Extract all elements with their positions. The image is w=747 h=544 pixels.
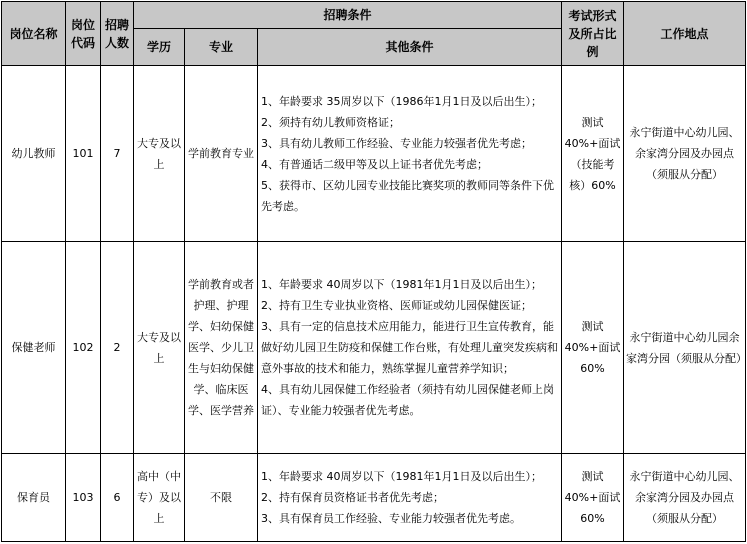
- header-location: 工作地点: [624, 2, 746, 66]
- condition-line: 3、具有幼儿教师工作经验、专业能力较强者优先考虑；: [261, 136, 532, 150]
- cell-major: 学前教育或者护理、护理学、妇幼保健医学、少儿卫生与妇幼保健学、临床医学、医学营养: [185, 242, 258, 454]
- cell-position-name: 保育员: [2, 454, 66, 542]
- condition-line: 5、获得市、区幼儿园专业技能比赛奖项的教师同等条件下优先考虑。: [261, 178, 554, 213]
- condition-line: 2、持有保育员资格证书者优先考虑；: [261, 491, 444, 504]
- header-headcount: 招聘人数: [101, 2, 134, 66]
- cell-headcount: 7: [101, 66, 134, 242]
- condition-line: 4、有普通话二级甲等及以上证书者优先考虑；: [261, 157, 488, 171]
- cell-other-conditions: [258, 66, 562, 242]
- condition-line: 3、具有保育员工作经验、专业能力较强者优先考虑。: [261, 512, 521, 525]
- header-position-code: 岗位代码: [66, 2, 101, 66]
- cell-headcount: 6: [101, 454, 134, 542]
- cell-other-conditions: [258, 242, 562, 454]
- cell-education: 高中（中专）及以上: [134, 454, 185, 542]
- cell-location: 永宁街道中心幼儿园余家湾分园（须服从分配）: [624, 242, 746, 454]
- header-exam: 考试形式及所占比例: [562, 2, 624, 66]
- cell-position-code: 102: [66, 242, 101, 454]
- cell-major: 学前教育专业: [185, 66, 258, 242]
- condition-line: 2、须持有幼儿教师资格证；: [261, 115, 400, 129]
- cell-education: 大专及以上: [134, 66, 185, 242]
- recruitment-table: [1, 1, 746, 542]
- header-conditions: 招聘条件: [134, 2, 562, 29]
- table-row: [2, 66, 746, 242]
- condition-line: 3、具有一定的信息技术应用能力，能进行卫生宣传教育，能做好幼儿园卫生防疫和保健工作台账，有处理儿童突发疾病和意外事故的技术和能力，熟练掌握儿童营养学知识；: [261, 320, 558, 375]
- cell-exam: 测试 40%+面试 60%: [562, 242, 624, 454]
- cell-position-code: 101: [66, 66, 101, 242]
- cell-location: 永宁街道中心幼儿园、余家湾分园及办园点（须服从分配）: [624, 454, 746, 542]
- cell-position-name: 保健老师: [2, 242, 66, 454]
- header-other: 其他条件: [258, 29, 562, 66]
- header-major: 专业: [185, 29, 258, 66]
- header-education: 学历: [134, 29, 185, 66]
- cell-location: 永宁街道中心幼儿园、余家湾分园及办园点（须服从分配）: [624, 66, 746, 242]
- condition-line: 2、持有卫生专业执业资格、医师证或幼儿园保健医证；: [261, 299, 532, 312]
- cell-education: 大专及以上: [134, 242, 185, 454]
- condition-line: 1、年龄要求 40周岁以下（1981年1月1日及以后出生）；: [261, 470, 542, 483]
- table-row: [2, 242, 746, 454]
- cell-position-name: 幼儿教师: [2, 66, 66, 242]
- cell-exam: 测试 40%+面试 60%: [562, 454, 624, 542]
- table-row: [2, 454, 746, 542]
- cell-other-conditions: [258, 454, 562, 542]
- cell-headcount: 2: [101, 242, 134, 454]
- header-position-name: 岗位名称: [2, 2, 66, 66]
- cell-major: 不限: [185, 454, 258, 542]
- condition-line: 1、年龄要求 35周岁以下（1986年1月1日及以后出生）；: [261, 94, 542, 108]
- cell-position-code: 103: [66, 454, 101, 542]
- condition-line: 1、年龄要求 40周岁以下（1981年1月1日及以后出生）；: [261, 278, 542, 291]
- condition-line: 4、具有幼儿园保健工作经验者（须持有幼儿园保健老师上岗证）、专业能力较强者优先考虑。: [261, 383, 554, 417]
- cell-exam: 测试 40%+面试（技能考核）60%: [562, 66, 624, 242]
